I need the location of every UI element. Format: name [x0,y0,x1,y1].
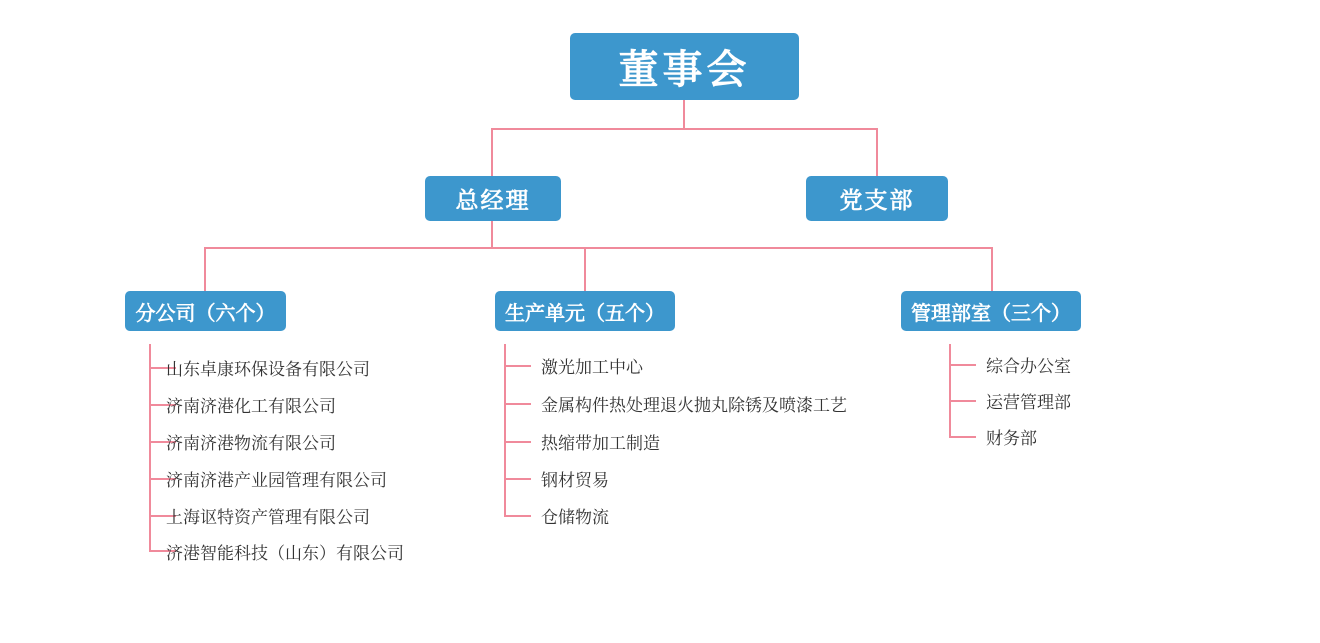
list-item: 济港智能科技（山东）有限公司 [166,544,404,563]
list-item: 山东卓康环保设备有限公司 [166,360,370,379]
list-item: 综合办公室 [986,357,1071,376]
node-label: 董事会 [618,48,751,92]
list-item: 运营管理部 [986,393,1071,412]
node-party-branch[interactable] [806,176,948,221]
node-board-of-directors[interactable] [570,33,799,100]
list-item: 钢材贸易 [541,471,609,490]
list-item: 济南济港产业园管理有限公司 [166,471,387,490]
list-item: 金属构件热处理退火抛丸除锈及喷漆工艺 [541,396,847,415]
node-production-units[interactable] [495,291,675,331]
list-item: 济南济港化工有限公司 [166,397,336,416]
list-item: 上海讴特资产管理有限公司 [166,508,370,527]
node-general-manager[interactable] [425,176,561,221]
node-label: 党支部 [839,187,915,213]
node-branch-companies[interactable] [125,291,286,331]
list-item: 济南济港物流有限公司 [166,434,336,453]
node-management-departments[interactable] [901,291,1081,331]
list-item: 仓储物流 [541,508,609,527]
list-item: 热缩带加工制造 [541,434,660,453]
node-label: 管理部室（三个） [911,302,1071,325]
node-label: 总经理 [455,187,531,213]
list-item: 财务部 [986,429,1037,448]
node-label: 分公司（六个） [135,302,276,325]
node-label: 生产单元（五个） [505,302,665,325]
list-item: 激光加工中心 [541,358,643,377]
